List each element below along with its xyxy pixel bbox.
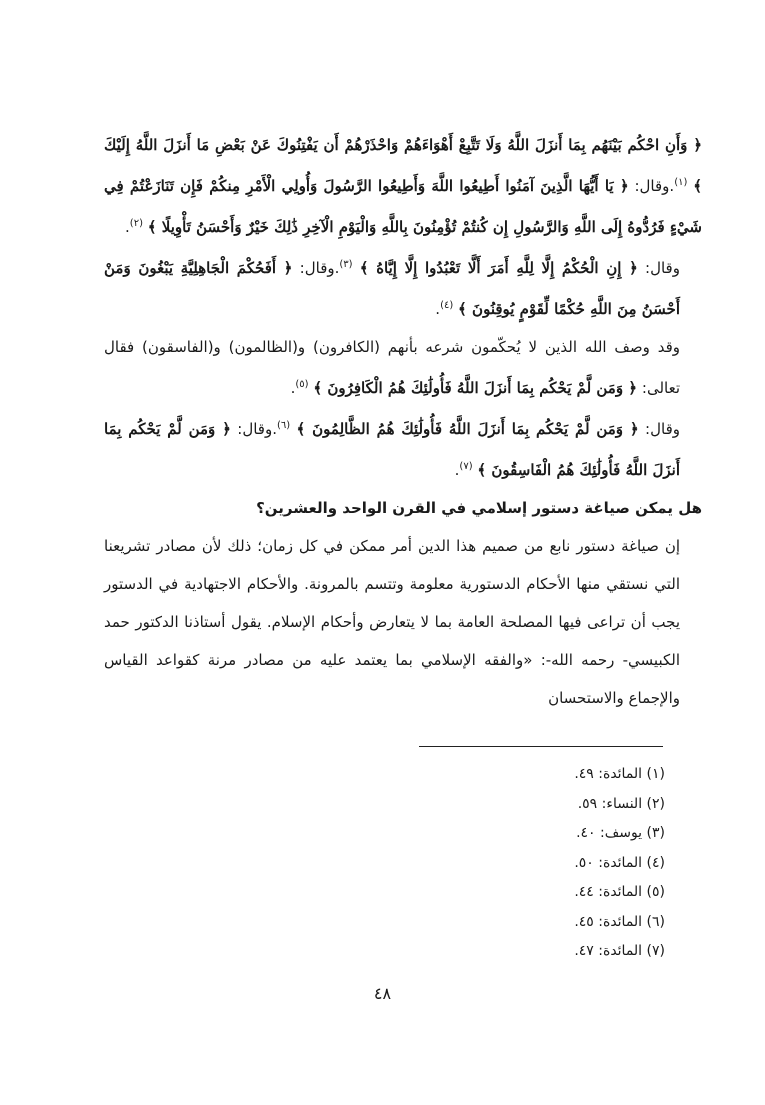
section-heading: هل يمكن صياغة دستور إسلامي في القرن الواحد والعشرين؟ <box>256 499 702 517</box>
said-text: .وقال: <box>634 177 675 195</box>
footnote-ref-3: (٣) <box>339 259 353 270</box>
footnote-item: (٦) المائدة: ٤٥. <box>574 913 665 930</box>
said-text: وقال: <box>645 259 680 277</box>
main-text <box>104 126 702 717</box>
paragraph-3 <box>104 328 702 407</box>
quran-verse-3: ﴿ إِنِ الْحُكْمُ إِلَّا لِلَّهِ أَمَرَ أَلَّا تَعْبُدُوا إِلَّا إِيَّاهُ ﴾ <box>359 259 638 277</box>
paragraph-5: إن صياغة دستور نابع من صميم هذا الدين أمر ممكن في كل زمان؛ ذلك لأن مصادر تشريعنا التي نستقي منها الأحكام الدستورية معلومة وتتسم بالمرونة. والأحكام الاجتهادية في الدستور يجب أن تراعى فيها المصلحة العامة بما لا يتعارض وأحكام الإسلام. يقول أستاذنا الدكتور حمد الكبيسي- رحمه الله-: «والفقه الإسلامي بما يعتمد عليه من مصادر مرنة كقواعد القياس والإجماع والاستحسان <box>104 537 680 707</box>
footnote-item: (٤) المائدة: ٥٠. <box>574 854 665 871</box>
period: . <box>290 379 296 397</box>
paragraph-1 <box>104 126 702 246</box>
footnote-ref-6: (٦) <box>276 420 291 431</box>
period: . <box>125 218 130 236</box>
period: . <box>454 461 460 479</box>
quran-verse-1: ﴿ وَأَنِ احْكُم بَيْنَهُم بِمَا أَنزَلَ اللَّهُ وَلَا تَتَّبِعْ أَهْوَاءَهُمْ وَاحْذَرْهُمْ أَن يَفْتِنُوكَ عَنْ بَعْضِ مَا أَنزَلَ اللَّهُ إِلَيْكَ ﴾ <box>104 136 702 195</box>
footnote-item: (٢) النساء: ٥٩. <box>577 795 665 812</box>
quran-verse-7: ﴿ وَمَن لَّمْ يَحْكُم بِمَا أَنزَلَ اللَّهُ فَأُولَٰئِكَ هُمُ الْفَاسِقُونَ ﴾ <box>104 420 680 479</box>
said-text: .وقال: <box>237 420 277 438</box>
footnote-ref-5: (٥) <box>295 379 309 390</box>
description-text: وقد وصف الله الذين لا يُحكّمون شرعه بأنهم (الكافرون) و(الظالمون) و(الفاسقون) فقال تعالى: <box>104 338 680 397</box>
quran-verse-4: ﴿ أَفَحُكْمَ الْجَاهِلِيَّةِ يَبْغُونَ وَمَنْ أَحْسَنُ مِنَ اللَّهِ حُكْمًا لِّقَوْمٍ يُوقِنُونَ ﴾ <box>104 259 680 318</box>
footnotes-list <box>365 760 665 967</box>
quran-verse-6: ﴿ وَمَن لَّمْ يَحْكُم بِمَا أَنزَلَ اللَّهُ فَأُولَٰئِكَ هُمُ الظَّالِمُونَ ﴾ <box>296 420 639 438</box>
period: . <box>435 300 441 318</box>
page-number: ٤٨ <box>373 984 392 1003</box>
quran-verse-2: ﴿ يَا أَيُّهَا الَّذِينَ آمَنُوا أَطِيعُوا اللَّهَ وَأَطِيعُوا الرَّسُولَ وَأُولِي الْأَمْرِ مِنكُمْ فَإِن تَنَازَعْتُمْ فِي شَيْءٍ فَرُدُّوهُ إِلَى اللَّهِ وَالرَّسُولِ إِن كُنتُمْ تُؤْمِنُونَ بِاللَّهِ وَالْيَوْمِ الْآخِرِ ذَٰلِكَ خَيْرٌ وَأَحْسَنُ تَأْوِيلًا ﴾ <box>104 177 702 236</box>
footnote-item: (٣) يوسف: ٤٠. <box>576 825 665 841</box>
footnote-item: (٧) المائدة: ٤٧. <box>574 943 665 959</box>
paragraph-4 <box>104 407 702 489</box>
footnote-item: (١) المائدة: ٤٩. <box>574 766 665 782</box>
footnote-ref-2: (٢) <box>129 218 143 229</box>
footnote-ref-4: (٤) <box>440 300 454 311</box>
said-text: وقال: <box>645 420 680 438</box>
quran-verse-5: ﴿ وَمَن لَّمْ يَحْكُم بِمَا أَنزَلَ اللَّهُ فَأُولَٰئِكَ هُمُ الْكَافِرُونَ ﴾ <box>313 379 638 397</box>
said-text: .وقال: <box>299 259 340 277</box>
footnote-ref-7: (٧) <box>459 461 473 472</box>
footnote-separator <box>419 746 663 747</box>
footnote-ref-1: (١) <box>674 177 688 188</box>
paragraph-2 <box>104 246 702 328</box>
footnote-item: (٥) المائدة: ٤٤. <box>574 884 665 900</box>
